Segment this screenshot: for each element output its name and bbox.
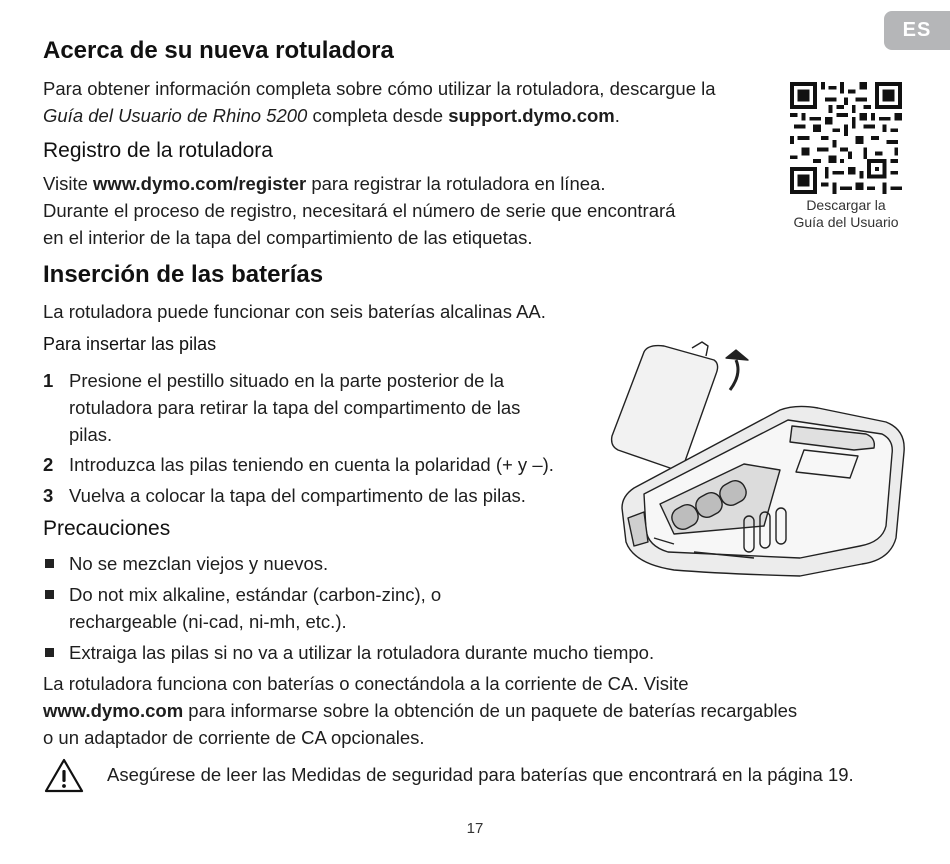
- step-number: 2: [43, 454, 54, 475]
- language-tab: ES: [884, 11, 950, 50]
- bullet-marker: [45, 559, 54, 568]
- batteries-intro: La rotuladora puede funcionar con seis baterías alcalinas AA.: [43, 301, 546, 322]
- section-title-batteries: Inserción de las baterías: [43, 261, 324, 288]
- register-line-3: en el interior de la tapa del compartimiento de las etiquetas.: [43, 227, 533, 248]
- register-link[interactable]: www.dymo.com/register: [93, 173, 307, 194]
- support-link[interactable]: support.dymo.com: [448, 105, 615, 126]
- section-title-precautions: Precauciones: [43, 517, 171, 540]
- about-text: completa desde: [307, 105, 449, 126]
- qr-code-icon[interactable]: [790, 82, 902, 194]
- warning-icon: [43, 757, 85, 795]
- warning-text: Asegúrese de leer las Medidas de seguridad para baterías que encontrará en la página 19.: [107, 764, 854, 785]
- about-paragraph-line-1: Para obtener información completa sobre cómo utilizar la rotuladora, descargue la: [43, 78, 716, 99]
- power-text: para informarse sobre la obtención de un paquete de baterías recargables: [183, 700, 798, 721]
- power-line-3: o un adaptador de corriente de CA opcionales.: [43, 727, 425, 748]
- step-1-line-2: rotuladora para retirar la tapa del compartimento de las: [69, 397, 521, 418]
- precaution-2-line-1: Do not mix alkaline, estándar (carbon-zinc), o: [69, 584, 442, 605]
- register-line-1: [43, 170, 605, 197]
- label-maker-battery-illustration: [604, 338, 912, 578]
- page-number: 17: [466, 820, 484, 837]
- step-number: 3: [43, 485, 54, 506]
- register-text: Visite: [43, 173, 94, 194]
- power-line-2: [43, 697, 797, 724]
- insert-subtitle: Para insertar las pilas: [43, 334, 217, 354]
- precaution-1: No se mezclan viejos y nuevos.: [69, 553, 329, 574]
- step-2-line-1: Introduzca las pilas teniendo en cuenta la polaridad (+ y –).: [69, 454, 554, 475]
- step-1-line-1: Presione el pestillo situado en la parte posterior de la: [69, 370, 505, 391]
- power-line-1: La rotuladora funciona con baterías o conectándola a la corriente de CA. Visite: [43, 673, 689, 694]
- section-title-about: Acerca de su nueva rotuladora: [43, 37, 394, 64]
- step-number: 1: [43, 370, 54, 391]
- bullet-marker: [45, 590, 54, 599]
- step-3-line-1: Vuelva a colocar la tapa del compartimento de las pilas.: [69, 485, 526, 506]
- about-period: .: [614, 105, 620, 126]
- precaution-2-line-2: rechargeable (ni-cad, ni-mh, etc.).: [69, 611, 347, 632]
- step-1-line-3: pilas.: [69, 424, 113, 445]
- precaution-3: Extraiga las pilas si no va a utilizar la rotuladora durante mucho tiempo.: [69, 642, 655, 663]
- register-line-2: Durante el proceso de registro, necesitará el número de serie que encontrará: [43, 200, 676, 221]
- qr-caption: [780, 197, 912, 231]
- about-paragraph-line-2: [43, 102, 620, 129]
- register-text-end: para registrar la rotuladora en línea.: [306, 173, 606, 194]
- guide-title: Guía del Usuario de Rhino 5200: [43, 105, 308, 126]
- dymo-link[interactable]: www.dymo.com: [43, 700, 184, 721]
- qr-caption-line-1: Descargar la: [806, 197, 886, 213]
- section-title-register: Registro de la rotuladora: [43, 139, 273, 162]
- qr-caption-line-2: Guía del Usuario: [793, 214, 899, 230]
- bullet-marker: [45, 648, 54, 657]
